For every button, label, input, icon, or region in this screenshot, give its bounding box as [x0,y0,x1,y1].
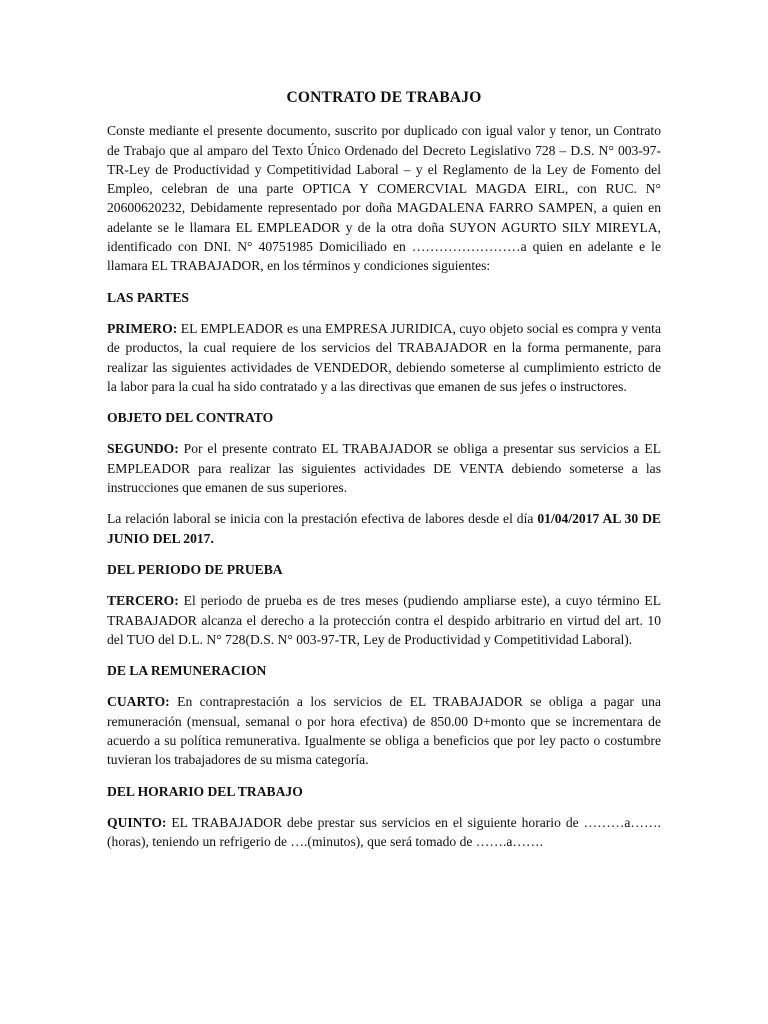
document-page [107,88,661,864]
intro-paragraph: Conste mediante el presente documento, suscrito por duplicado con igual valor y tenor, un Contrato de Trabajo que al amparo del Texto Único Ordenado del Decreto Legislativo 728 – D.S. N° 003-97-TR-Ley de Productividad y Competitividad Laboral – y el Reglamento de la Ley de Fomento del Empleo, celebran de una parte OPTICA Y COMERCVIAL MAGDA EIRL, con RUC. N° 20600620232, Debidamente representado por doña MAGDALENA FARRO SAMPEN, a quien en adelante se le llamara EL EMPLEADOR y de la otra doña SUYON AGURTO SILY MIREYLA, identificado con DNI. N° 40751985 Domiciliado en ……………………a quien en adelante e le llamara EL TRABAJADOR, en los términos y condiciones siguientes: [107,123,661,274]
relacion-laboral-paragraph [107,509,661,548]
clause-tercero-text: El periodo de prueba es de tres meses (pudiendo ampliarse este), a cuyo término EL TRABAJADOR alcanza el derecho a la protección contra el despido arbitrario en virtud del art. 10 del TUO del D.L. N° 728(D.S. N° 003-97-TR, Ley de Productividad y Competitividad Laboral). [107,593,661,647]
heading-objeto: OBJETO DEL CONTRATO [107,410,274,426]
clause-cuarto-lead: CUARTO: [107,694,170,710]
clause-segundo-lead: SEGUNDO: [107,441,179,457]
heading-horario: DEL HORARIO DEL TRABAJO [107,783,303,799]
clause-tercero [107,591,661,649]
relacion-laboral-text: La relación laboral se inicia con la prestación efectiva de labores desde el día [107,511,538,527]
clause-quinto-text: EL TRABAJADOR debe prestar sus servicios en el siguiente horario de ………a……. (horas), teniendo un refrigerio de ….(minutos), que será tomado de …….a……. [107,814,661,850]
clause-tercero-lead: TERCERO: [107,593,179,609]
document-title: CONTRATO DE TRABAJO [286,89,482,106]
clause-segundo-text: Por el presente contrato EL TRABAJADOR se obliga a presentar sus servicios a EL EMPLEADOR para realizar las siguientes actividades DE VENTA debiendo someterse a las instrucciones que emanen de sus superiores. [107,441,661,496]
clause-segundo [107,439,661,497]
clause-primero-text: EL EMPLEADOR es una EMPRESA JURIDICA, cuyo objeto social es compra y venta de productos, la cual requiere de los servicios del TRABAJADOR en la forma permanente, para realizar las siguientes actividades de VENDEDOR, debiendo someterse al cumplimiento estricto de la labor para la cual ha sido contratado y a las directivas que emanen de sus jefes o instructores. [107,320,661,394]
relacion-laboral-dates: 01/04/2017 AL 30 DE JUNIO DEL 2017. [107,511,661,546]
clause-cuarto [107,692,661,769]
clause-cuarto-text: En contraprestación a los servicios de EL TRABAJADOR se obliga a pagar una remuneración (mensual, semanal o por hora efectiva) de 850.00 D+monto que se incrementara de acuerdo a su política remunerativa. Igualmente se obliga a beneficios que por ley pacto o costumbre tuvieran los trabajadores de su misma categoría. [107,694,661,768]
heading-las-partes: LAS PARTES [107,289,189,305]
clause-quinto-lead: QUINTO: [107,814,167,830]
heading-remuneracion: DE LA REMUNERACION [107,663,267,679]
clause-primero [107,319,661,396]
heading-periodo-prueba: DEL PERIODO DE PRUEBA [107,561,283,577]
clause-primero-lead: PRIMERO: [107,320,178,336]
clause-quinto [107,813,661,852]
